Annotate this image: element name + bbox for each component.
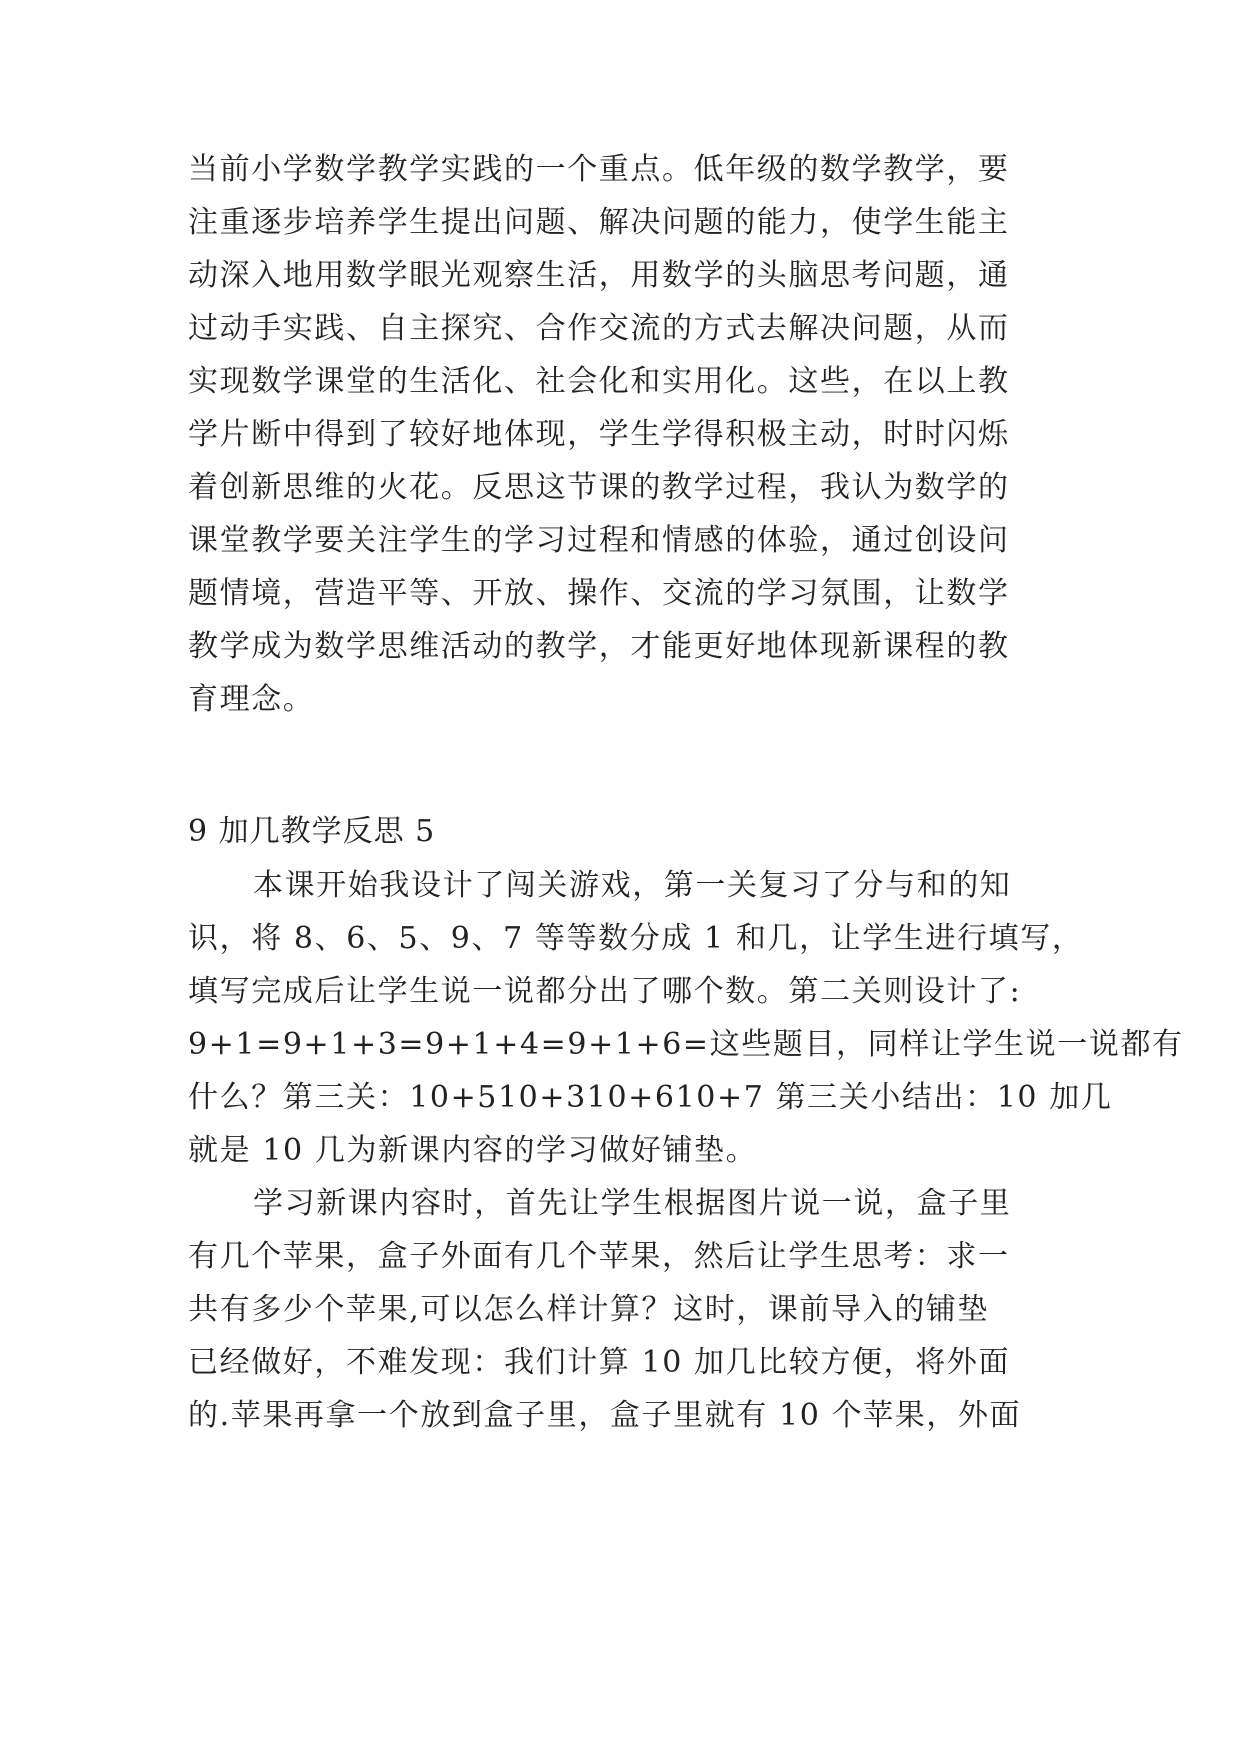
paragraph-line: 共有多少个苹果,可以怎么样计算？这时，课前导入的铺垫 (188, 1292, 990, 1327)
paragraph-line: 注重逐步培养学生提出问题、解决问题的能力，使学生能主 (188, 205, 1010, 240)
paragraph-line: 本课开始我设计了闯关游戏，第一关复习了分与和的知 (253, 868, 1012, 903)
paragraph-line: 课堂教学要关注学生的学习过程和情感的体验，通过创设问 (188, 523, 1010, 558)
paragraph-line: 动深入地用数学眼光观察生活，用数学的头脑思考问题，通 (188, 258, 1010, 293)
paragraph-line: 过动手实践、自主探究、合作交流的方式去解决问题，从而 (188, 311, 1010, 346)
paragraph-line: 有几个苹果，盒子外面有几个苹果，然后让学生思考：求一 (188, 1239, 1010, 1274)
paragraph-line: 着创新思维的火花。反思这节课的教学过程，我认为数学的 (188, 470, 1010, 505)
paragraph-line: 学片断中得到了较好地体现，学生学得积极主动，时时闪烁 (188, 417, 1010, 452)
paragraph-line: 实现数学课堂的生活化、社会化和实用化。这些，在以上教 (188, 364, 1010, 399)
paragraph-line: 当前小学数学教学实践的一个重点。低年级的数学教学，要 (188, 152, 1010, 187)
paragraph-line: 就是 10 几为新课内容的学习做好铺垫。 (188, 1133, 758, 1168)
paragraph-line: 已经做好，不难发现：我们计算 10 加几比较方便，将外面 (188, 1345, 1011, 1380)
paragraph-line: 识，将 8、6、5、9、7 等等数分成 1 和几，让学生进行填写， (188, 921, 1084, 956)
paragraph-line: 教学成为数学思维活动的教学，才能更好地体现新课程的教 (188, 629, 1010, 664)
section-heading: 9 加几教学反思 5 (188, 814, 436, 849)
paragraph-line: 育理念。 (188, 682, 315, 717)
paragraph-line: 学习新课内容时，首先让学生根据图片说一说，盒子里 (253, 1186, 1012, 1221)
paragraph-line: 的.苹果再拿一个放到盒子里，盒子里就有 10 个苹果，外面 (188, 1398, 1022, 1433)
paragraph-line: 题情境，营造平等、开放、操作、交流的学习氛围，让数学 (188, 576, 1010, 611)
paragraph-line: 9+1=9+1+3=9+1+4=9+1+6=这些题目，同样让学生说一说都有 (188, 1027, 1184, 1062)
paragraph-line: 填写完成后让学生说一说都分出了哪个数。第二关则设计了: (188, 974, 1022, 1009)
paragraph-line: 什么？第三关：10+510+310+610+7 第三关小结出：10 加几 (188, 1080, 1113, 1115)
